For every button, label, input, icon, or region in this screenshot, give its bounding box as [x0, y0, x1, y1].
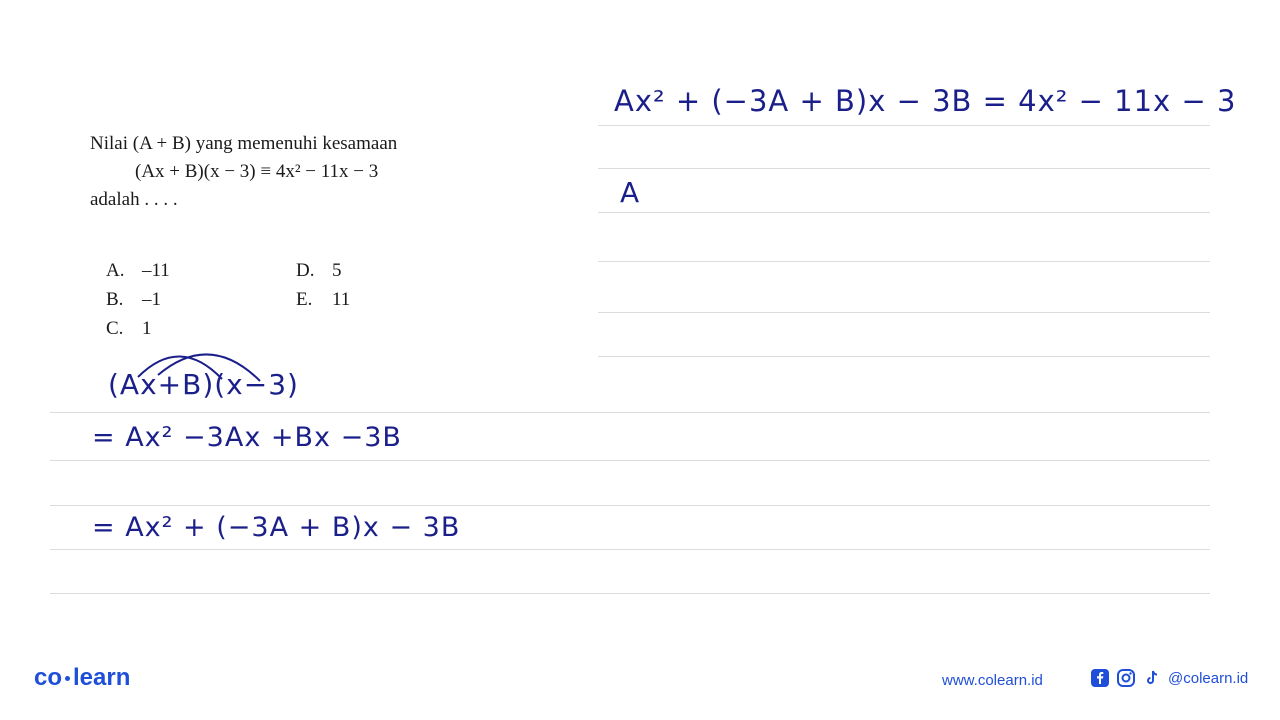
option-d: [296, 260, 342, 282]
option-label: E.: [296, 289, 313, 310]
rule-line: [598, 168, 1210, 169]
option-label: B.: [106, 289, 124, 310]
logo-text-right: learn: [73, 664, 131, 691]
option-value: 1: [142, 318, 152, 339]
rule-line: [598, 261, 1210, 262]
logo-text-left: co: [34, 664, 63, 691]
rule-line: [598, 125, 1210, 126]
rule-line: [598, 356, 1210, 357]
handwriting-left-line2: = Ax² −3Ax +Bx −3B: [92, 422, 402, 453]
problem-intro: Nilai (A + B) yang memenuhi kesamaan: [90, 133, 398, 154]
social-links: [1090, 668, 1248, 688]
instagram-icon[interactable]: [1116, 668, 1136, 688]
option-label: A.: [106, 260, 125, 281]
option-value: –11: [142, 260, 170, 281]
option-a: [106, 260, 170, 282]
rule-line: [50, 549, 1210, 550]
rule-line: [50, 412, 1210, 413]
option-value: 5: [332, 260, 342, 281]
rule-line: [598, 312, 1210, 313]
rule-line: [50, 505, 1210, 506]
option-label: D.: [296, 260, 315, 281]
handwriting-left-line1: (Ax+B)(x−3): [108, 368, 299, 401]
website-link[interactable]: www.colearn.id: [942, 672, 1043, 689]
rule-line: [598, 212, 1210, 213]
colearn-logo[interactable]: [34, 664, 130, 692]
problem-statement: [90, 130, 397, 214]
handwriting-right-line2: A: [620, 176, 641, 209]
problem-end: adalah . . . .: [90, 189, 178, 210]
facebook-icon[interactable]: [1090, 668, 1110, 688]
rule-line: [50, 593, 1210, 594]
rule-line: [50, 460, 1210, 461]
handwriting-left-line3: = Ax² + (−3A + B)x − 3B: [92, 512, 461, 543]
social-handle[interactable]: @colearn.id: [1168, 669, 1249, 687]
logo-dot: [65, 676, 70, 681]
option-value: 11: [332, 289, 351, 310]
option-e: [296, 289, 350, 311]
option-b: [106, 289, 161, 311]
option-label: C.: [106, 318, 124, 339]
tiktok-icon[interactable]: [1142, 668, 1162, 688]
problem-equation: (Ax + B)(x − 3) ≡ 4x² − 11x − 3: [135, 161, 379, 182]
handwriting-right-line1: Ax² + (−3A + B)x − 3B = 4x² − 11x − 3: [614, 84, 1237, 118]
option-value: –1: [142, 289, 161, 310]
